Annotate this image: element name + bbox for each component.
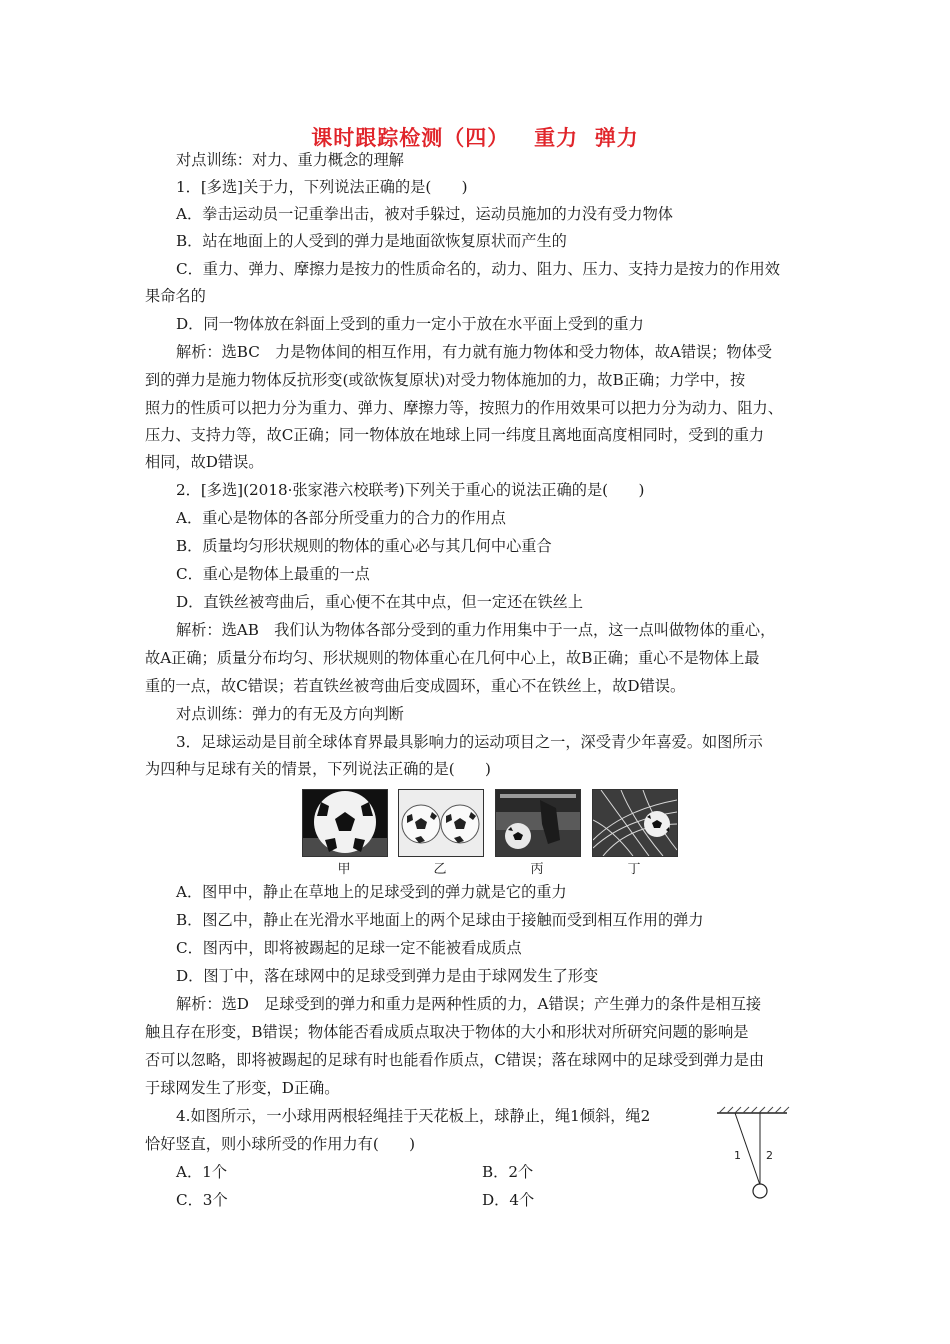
- question-2-answer: 解析：选AB 我们认为物体各部分受到的重力作用集中于一点，这一点叫做物体的重心，: [176, 621, 776, 639]
- rope-1-label: 1: [734, 1149, 741, 1162]
- question-1-answer-cont: 相同，故D错误。: [145, 453, 264, 471]
- question-3-answer-cont: 于球网发生了形变，D正确。: [145, 1079, 340, 1097]
- question-1-stem: 1．[多选]关于力，下列说法正确的是( ): [176, 178, 468, 196]
- question-4-option-b: B．2个: [482, 1163, 534, 1181]
- question-3-answer-cont: 否可以忽略，即将被踢起的足球有时也能看作质点，C错误；落在球网中的足球受到弹力是由: [145, 1051, 765, 1069]
- section-heading: 对点训练：弹力的有无及方向判断: [176, 705, 404, 723]
- question-3-answer-cont: 触且存在形变，B错误；物体能否看成质点取决于物体的大小和形状对所研究问题的影响是: [145, 1023, 749, 1041]
- question-4-option-a: A．1个: [176, 1163, 228, 1181]
- question-1-answer-cont: 压力、支持力等，故C正确；同一物体放在地球上同一纬度且离地面高度相同时，受到的重力: [145, 426, 765, 444]
- figure-ding-image: [592, 789, 678, 857]
- question-4-option-c: C．3个: [176, 1191, 228, 1209]
- question-1-answer-cont: 到的弹力是施力物体反抗形变(或欲恢复原状)对受力物体施加的力，故B正确；力学中，按: [145, 371, 746, 389]
- ball: [753, 1184, 767, 1198]
- question-3-option-a: A．图甲中，静止在草地上的足球受到的弹力就是它的重力: [176, 883, 567, 901]
- hanging-ball-diagram: [715, 1105, 790, 1205]
- question-2-option-d: D．直铁丝被弯曲后，重心便不在其中点，但一定还在铁丝上: [176, 593, 584, 611]
- ceiling-hatching: [719, 1107, 789, 1113]
- section-heading: 对点训练：对力、重力概念的理解: [176, 151, 404, 169]
- question-2-answer-cont: 故A正确；质量分布均匀、形状规则的物体重心在几何中心上，故B正确；重心不是物体上最: [145, 649, 760, 667]
- figure-caption: 丁: [627, 862, 641, 877]
- question-1-answer-cont: 照力的性质可以把力分为重力、弹力、摩擦力等，按照力的作用效果可以把力分为动力、阻力、: [145, 399, 783, 417]
- question-4-option-d: D．4个: [482, 1191, 535, 1209]
- question-1-option-d: D．同一物体放在斜面上受到的重力一定小于放在水平面上受到的重力: [176, 315, 644, 333]
- question-3-option-d: D．图丁中，落在球网中的足球受到弹力是由于球网发生了形变: [176, 967, 599, 985]
- question-2-option-a: A．重心是物体的各部分所受重力的合力的作用点: [176, 509, 506, 527]
- question-4-stem-cont: 恰好竖直，则小球所受的作用力有( ): [145, 1135, 416, 1153]
- question-1-option-c-cont: 果命名的: [145, 287, 206, 305]
- page-title: 课时跟踪检测（四） 重力 弹力: [311, 126, 639, 150]
- figure-caption: 甲: [337, 862, 351, 877]
- question-1-option-c: C．重力、弹力、摩擦力是按力的性质命名的，动力、阻力、压力、支持力是按力的作用效: [176, 260, 780, 278]
- question-3-stem: 3．足球运动是目前全球体育界最具影响力的运动项目之一，深受青少年喜爱。如图所示: [176, 733, 763, 751]
- question-3-answer: 解析：选D 足球受到的弹力和重力是两种性质的力，A错误；产生弹力的条件是相互接: [176, 995, 762, 1013]
- question-1-answer: 解析：选BC 力是物体间的相互作用，有力就有施力物体和受力物体，故A错误；物体受: [176, 343, 772, 361]
- figure-jia-image: [302, 789, 388, 857]
- figure-yi-image: [398, 789, 484, 857]
- figure-caption: 丙: [530, 862, 544, 877]
- question-4-stem: 4.如图所示，一小球用两根轻绳挂于天花板上，球静止，绳1倾斜，绳2: [176, 1107, 651, 1125]
- rope-2-label: 2: [766, 1149, 773, 1162]
- question-3-option-c: C．图丙中，即将被踢起的足球一定不能被看成质点: [176, 939, 522, 957]
- question-1-option-a: A．拳击运动员一记重拳出击，被对手躲过，运动员施加的力没有受力物体: [176, 205, 673, 223]
- question-1-option-b: B．站在地面上的人受到的弹力是地面欲恢复原状而产生的: [176, 232, 567, 250]
- question-2-stem: 2．[多选](2018·张家港六校联考)下列关于重心的说法正确的是( ): [176, 481, 645, 499]
- figure-caption: 乙: [433, 862, 447, 877]
- question-2-option-b: B．质量均匀形状规则的物体的重心必与其几何中心重合: [176, 537, 552, 555]
- question-2-option-c: C．重心是物体上最重的一点: [176, 565, 370, 583]
- question-3-option-b: B．图乙中，静止在光滑水平地面上的两个足球由于接触而受到相互作用的弹力: [176, 911, 704, 929]
- question-3-stem-cont: 为四种与足球有关的情景，下列说法正确的是( ): [145, 760, 491, 778]
- figure-bing-image: [495, 789, 581, 857]
- question-2-answer-cont: 重的一点，故C错误；若直铁丝被弯曲后变成圆环，重心不在铁丝上，故D错误。: [145, 677, 686, 695]
